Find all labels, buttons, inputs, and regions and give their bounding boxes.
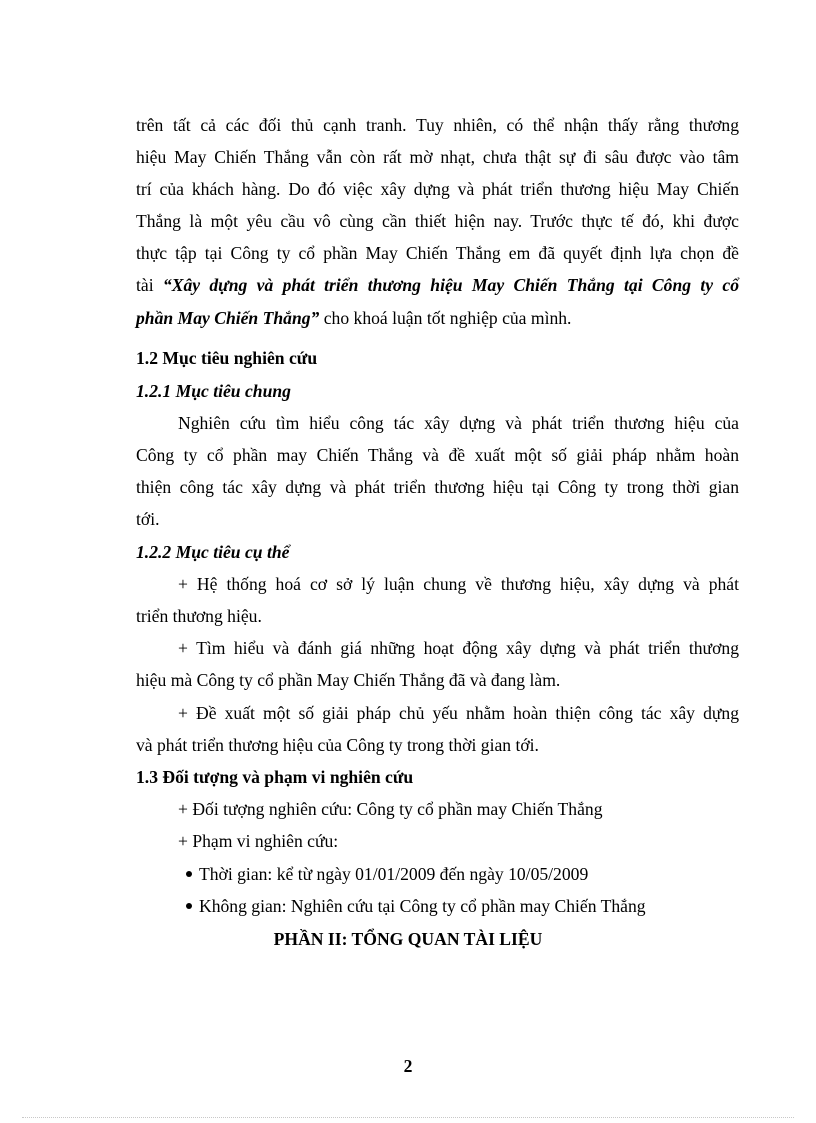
- paragraph-line: thực tập tại Công ty cổ phần May Chiến Thắng em đã quyết định lựa chọn đề: [136, 243, 739, 263]
- subsection-heading: 1.2.1 Mục tiêu chung: [136, 381, 291, 401]
- thesis-title: phần May Chiến Thắng”: [136, 308, 320, 328]
- bullet-item: [186, 892, 739, 920]
- paragraph-line: hiệu mà Công ty cổ phần May Chiến Thắng đã và đang làm.: [136, 670, 561, 690]
- paragraph-line: Nghiên cứu tìm hiểu công tác xây dựng và phát triển thương hiệu của: [178, 413, 739, 433]
- paragraph-line: Công ty cổ phần may Chiến Thắng và đề xuất một số giải pháp nhằm hoàn: [136, 445, 739, 465]
- list-item: + Phạm vi nghiên cứu:: [178, 831, 339, 851]
- bullet-text: Không gian: Nghiên cứu tại Công ty cổ phần may Chiến Thắng: [199, 896, 646, 916]
- bullet-icon: [186, 871, 192, 877]
- section-heading: 1.3 Đối tượng và phạm vi nghiên cứu: [136, 767, 414, 787]
- paragraph-line: tới.: [136, 509, 160, 529]
- bullet-icon: [186, 903, 192, 909]
- paragraph-line: [136, 304, 739, 332]
- paragraph-line: triển thương hiệu.: [136, 606, 262, 626]
- paragraph-line: và phát triển thương hiệu của Công ty trong thời gian tới.: [136, 735, 539, 755]
- paragraph-line: + Hệ thống hoá cơ sở lý luận chung về thương hiệu, xây dựng và phát: [178, 574, 739, 594]
- part-heading: PHẦN II: TỔNG QUAN TÀI LIỆU: [273, 929, 543, 949]
- paragraph-text: cho khoá luận tốt nghiệp của mình.: [319, 308, 572, 328]
- subsection-heading: 1.2.2 Mục tiêu cụ thể: [136, 542, 290, 562]
- list-item: + Đối tượng nghiên cứu: Công ty cổ phần may Chiến Thắng: [178, 799, 603, 819]
- paragraph-line: hiệu May Chiến Thắng vẫn còn rất mờ nhạt, chưa thật sự đi sâu được vào tâm: [136, 147, 739, 167]
- page-number: 2: [403, 1056, 413, 1076]
- paragraph-text: tài: [136, 275, 163, 295]
- paragraph-line: trên tất cả các đối thủ cạnh tranh. Tuy nhiên, có thể nhận thấy rằng thương: [136, 115, 739, 135]
- paragraph-line: + Đề xuất một số giải pháp chủ yếu nhằm hoàn thiện công tác xây dựng: [178, 703, 739, 723]
- bullet-item: [186, 860, 739, 888]
- paragraph-line: thiện công tác xây dựng và phát triển thương hiệu tại Công ty trong thời gian: [136, 477, 739, 497]
- page-bottom-rule: [22, 1117, 794, 1118]
- section-heading: 1.2 Mục tiêu nghiên cứu: [136, 348, 318, 368]
- bullet-text: Thời gian: kể từ ngày 01/01/2009 đến ngày 10/05/2009: [199, 864, 589, 884]
- paragraph-line: Thắng là một yêu cầu vô cùng cần thiết hiện nay. Trước thực tế đó, khi được: [136, 211, 739, 231]
- thesis-title: “Xây dựng và phát triển thương hiệu May Chiến Thắng tại Công ty cổ: [162, 275, 740, 295]
- paragraph-line: [136, 271, 739, 299]
- paragraph-line: + Tìm hiểu và đánh giá những hoạt động xây dựng và phát triển thương: [178, 638, 739, 658]
- paragraph-line: trí của khách hàng. Do đó việc xây dựng và phát triển thương hiệu May Chiến: [136, 179, 739, 199]
